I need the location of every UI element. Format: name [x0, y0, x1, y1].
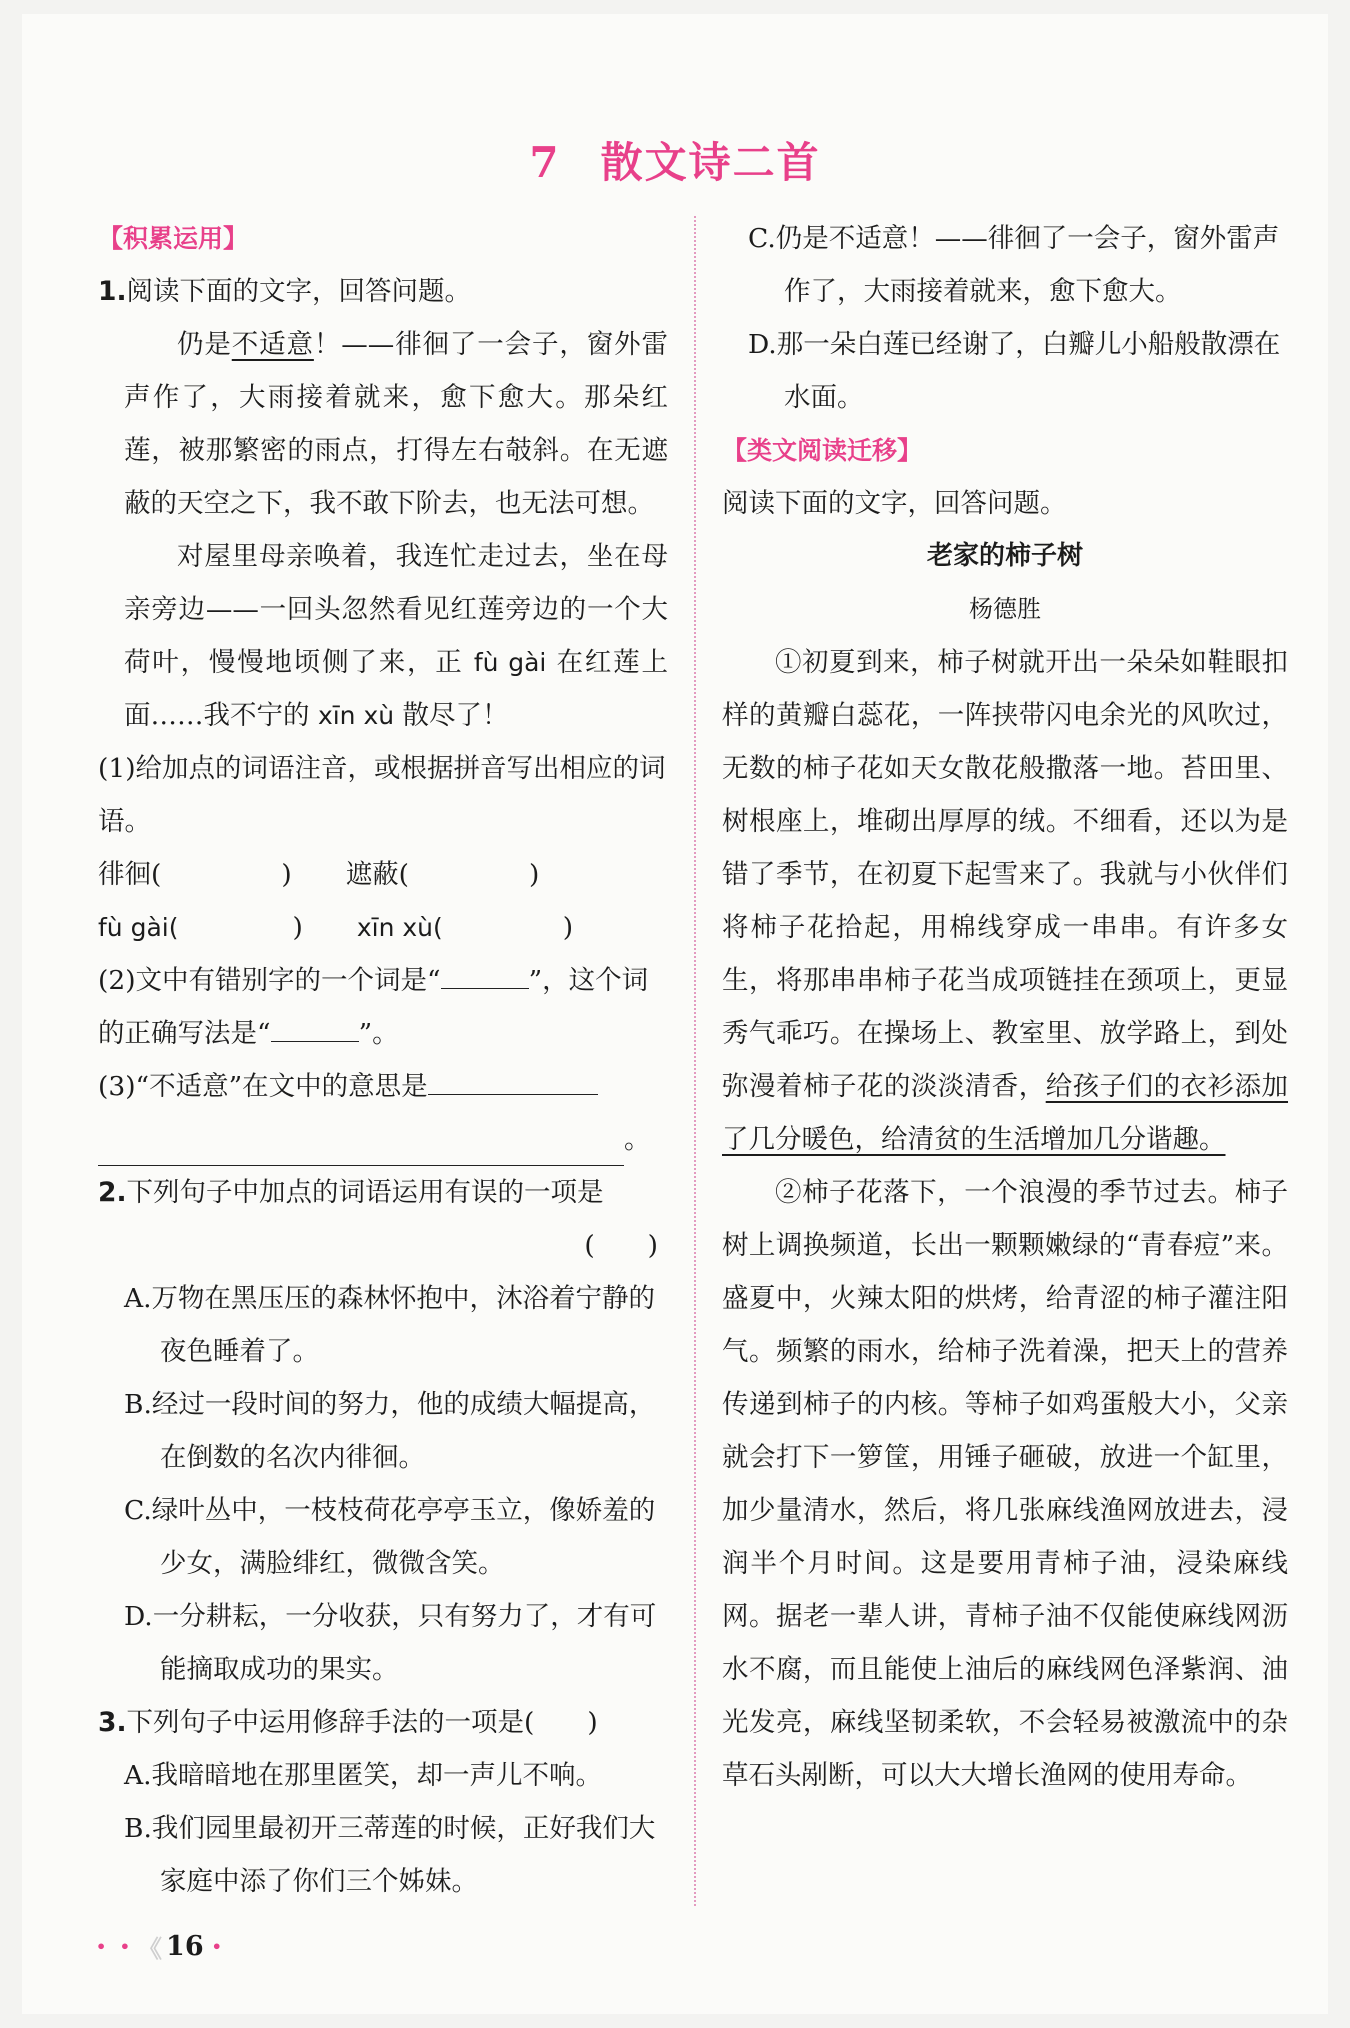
answer-blank[interactable]	[441, 958, 529, 989]
text: D.	[124, 1601, 153, 1632]
reading-intro: 阅读下面的文字，回答问题。	[722, 488, 1067, 519]
chevron-icon: 《	[138, 1933, 163, 1963]
answer-blank[interactable]	[161, 853, 281, 883]
text: A.万物在黑压压的森林怀抱中，	[124, 1283, 497, 1314]
pinyin: xīn xù	[317, 701, 395, 730]
text: 对屋里母亲唤着，我连忙走过去，坐在母亲旁边——一回头忽然看见红莲旁边的一个大荷叶，慢慢地顷侧了来，正	[124, 541, 668, 678]
lesson-title-text: 散文诗二首	[600, 138, 821, 187]
footer-decoration: •	[211, 1936, 226, 1956]
text: B.经过一段时间的努力，他的成绩大幅提高，在倒数的名次内	[124, 1389, 656, 1473]
option-2c[interactable]	[98, 1484, 668, 1590]
text: 了一会子，窗外雷声作了，大雨接着就来，愈下愈大。那朵红莲，被那繁密的雨点，打得左右攲斜。在无	[124, 329, 668, 466]
dotted-word: 徘徊	[345, 1442, 399, 1473]
dotted-word: 沐浴	[496, 1283, 550, 1314]
text: )	[292, 912, 303, 943]
question-text: 下列句子中加点的词语运用有误的一项是	[126, 1177, 604, 1208]
answer-line-row	[98, 1113, 668, 1166]
answer-paren[interactable]: ( )	[524, 1707, 598, 1738]
option-3d[interactable]: D.那一朵白莲已经谢了，白瓣儿小船般散漂在水面。	[748, 329, 1281, 413]
answer-blank[interactable]	[428, 1064, 598, 1095]
dotted-word: 徘徊	[394, 329, 450, 360]
dotted-word: 遮蔽	[124, 435, 668, 519]
question-number: 2.	[98, 1177, 127, 1208]
page-number: 16	[166, 1930, 204, 1962]
text: 在红莲上面……我不宁的	[124, 647, 668, 731]
text: 的天空之下，我不敢下阶去，也无法可想。	[150, 488, 654, 519]
answer-paren[interactable]: ( )	[584, 1230, 658, 1261]
text: )	[281, 859, 292, 890]
question-number: 3.	[98, 1707, 127, 1738]
footer-decoration: • •	[96, 1936, 135, 1956]
lesson-number: 7	[529, 138, 561, 187]
question-text: 下列句子中运用修辞手法的一项是	[126, 1707, 525, 1738]
dotted-word: 亭亭玉立	[416, 1495, 523, 1526]
text: 。	[398, 1442, 425, 1473]
text: ，只有努力了，才有可能摘取成功的果实。	[160, 1601, 657, 1685]
text: ！——	[313, 329, 395, 360]
question-2	[98, 1166, 668, 1219]
answer-prompt: fù gài(	[98, 913, 179, 942]
pinyin-answer-row-2	[98, 901, 668, 954]
article-title: 老家的柿子树	[926, 541, 1083, 571]
question-text: 阅读下面的文字，回答问题。	[126, 276, 472, 307]
underlined-sentence: 给孩子们的衣衫添加了几分暖色，给清贫的生活增加几分谐趣。	[722, 1071, 1289, 1155]
column-divider	[694, 216, 696, 1906]
passage-paragraph-2	[98, 530, 668, 742]
answer-blank[interactable]	[178, 906, 292, 936]
text: ”。	[358, 1018, 399, 1049]
sub-question-1: (1)给加点的词语注音，或根据拼音写出相应的词语。	[98, 753, 666, 837]
text: )	[562, 912, 574, 943]
passage-paragraph-1	[98, 318, 668, 530]
dotted-word: 一分耕耘，一分收获	[152, 1601, 392, 1632]
article-paragraph-1	[722, 636, 1288, 1166]
text: C.绿叶丛中，一枝枝荷花	[124, 1495, 417, 1526]
text: 仍是	[177, 329, 232, 360]
section-heading-accumulate: 【积累运用】	[98, 224, 249, 253]
underlined-word: 不适意	[231, 329, 314, 360]
text: 着宁静的夜色睡着了。	[160, 1283, 656, 1367]
text: ①初夏到来，柿子树就开出一朵朵如鞋眼扣样的黄瓣白蕊花，一阵挟带闪电余光的风吹过，无数的柿子花如天女散花般撒落一地。苔田里、树根座上，堆砌出厚厚的绒。不细看，还以为是错了季节，在初夏下起雪来了。我就与小伙伴们将柿子花拾起，用棉线穿成一串串。有许多女生，将那串串柿子花当成项链挂在颈项上，更显秀气乖巧。在操场上、教室里、放学路上，到处弥漫着柿子花的淡淡清香，	[722, 647, 1288, 1102]
text: (3)“不适意”在文中的意思是	[98, 1071, 428, 1102]
option-3b[interactable]: B.我们园里最初开三蒂莲的时候，正好我们大家庭中添了你们三个姊妹。	[124, 1813, 656, 1897]
article-paragraph-2: ②柿子花落下，一个浪漫的季节过去。柿子树上调换频道，长出一颗颗嫩绿的“青春痘”来。盛夏中，火辣太阳的烘烤，给青涩的柿子灌注阳气。频繁的雨水，给柿子洗着澡，把天上的营养传递到柿子的内核。等柿子如鸡蛋般大小，父亲就会打下一箩筐，用锤子砸破，放进一个缸里，加少量清水，然后，将几张麻线渔网放进去，浸润半个月时间。这是要用青柿子油，浸染麻线网。据老一辈人讲，青柿子油不仅能使麻线网沥水不腐，而且能使上油后的麻线网色泽紫润、油光发亮，麻线坚韧柔软，不会轻易被激流中的杂草石头剐断，可以大大增长渔网的使用寿命。	[722, 1177, 1288, 1791]
question-1	[98, 265, 668, 318]
text: 。	[624, 1124, 651, 1155]
answer-blank[interactable]	[409, 853, 529, 883]
text: )	[529, 859, 540, 890]
answer-blank[interactable]	[271, 1011, 359, 1042]
lesson-title	[0, 130, 1350, 190]
text: ，像娇羞的少女，满脸绯红，微微含笑。	[160, 1495, 656, 1579]
sub-question-2	[98, 954, 668, 1060]
sub-question-3	[98, 1060, 668, 1113]
answer-line[interactable]	[98, 1135, 624, 1166]
pinyin-answer-row-1	[98, 848, 668, 901]
option-2d[interactable]	[98, 1590, 668, 1696]
answer-prompt: 遮蔽(	[345, 859, 410, 890]
article-author: 杨德胜	[969, 595, 1041, 623]
pinyin: fù gài	[473, 648, 547, 677]
text: 散尽了！	[394, 700, 509, 731]
right-column	[722, 212, 1288, 1802]
page-footer	[96, 1926, 226, 1966]
answer-blank[interactable]	[443, 906, 563, 936]
question-number: 1.	[98, 276, 127, 307]
option-2a[interactable]	[98, 1272, 668, 1378]
answer-prompt: 徘徊(	[98, 859, 162, 890]
question-3	[98, 1696, 668, 1749]
option-3c[interactable]: C.仍是不适意！——徘徊了一会子，窗外雷声作了，大雨接着就来，愈下愈大。	[748, 223, 1280, 307]
text: ”，这个词的正确写法是“	[98, 965, 649, 1049]
answer-prompt: xīn xù(	[356, 913, 443, 942]
section-heading-reading: 【类文阅读迁移】	[722, 436, 923, 465]
option-2b[interactable]	[98, 1378, 668, 1484]
text: (2)文中有错别字的一个词是“	[98, 965, 441, 996]
left-column	[98, 212, 668, 1908]
option-3a[interactable]: A.我暗暗地在那里匿笑，却一声儿不响。	[124, 1760, 603, 1791]
